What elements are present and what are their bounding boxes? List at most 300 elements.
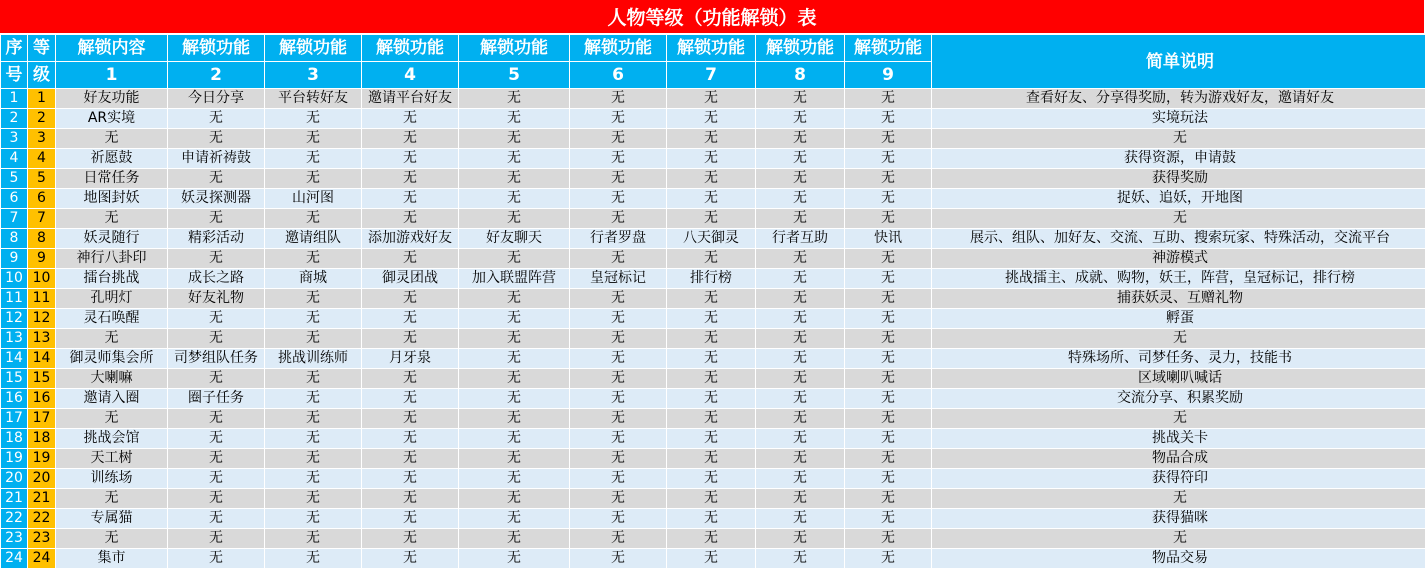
row-seq-cell: 6 bbox=[1, 189, 28, 209]
table-row bbox=[1, 109, 1425, 129]
row-seq-cell: 20 bbox=[1, 469, 28, 489]
table-row bbox=[1, 449, 1425, 469]
row-func-cell: 无 bbox=[459, 169, 570, 189]
row-func-cell: 无 bbox=[756, 129, 845, 149]
row-level-cell: 8 bbox=[28, 229, 56, 249]
row-func-cell: 无 bbox=[756, 509, 845, 529]
header-col-num: 5 bbox=[459, 62, 570, 89]
header-level-top: 等 bbox=[28, 35, 56, 62]
row-func-cell: 无 bbox=[362, 549, 459, 569]
row-content-cell: 地图封妖 bbox=[56, 189, 168, 209]
row-level-cell: 11 bbox=[28, 289, 56, 309]
row-description-cell: 物品合成 bbox=[932, 449, 1425, 469]
row-func-cell: 八天御灵 bbox=[667, 229, 756, 249]
row-func-cell: 无 bbox=[459, 89, 570, 109]
row-description-cell: 区域喇叭喊话 bbox=[932, 369, 1425, 389]
row-description-cell: 交流分享、积累奖励 bbox=[932, 389, 1425, 409]
row-func-cell: 无 bbox=[265, 389, 362, 409]
row-seq-cell: 11 bbox=[1, 289, 28, 309]
row-func-cell: 无 bbox=[667, 509, 756, 529]
row-func-cell: 无 bbox=[845, 329, 932, 349]
row-seq-cell: 2 bbox=[1, 109, 28, 129]
row-func-cell: 无 bbox=[845, 249, 932, 269]
row-func-cell: 无 bbox=[265, 309, 362, 329]
row-seq-cell: 3 bbox=[1, 129, 28, 149]
header-col-num: 6 bbox=[570, 62, 667, 89]
row-func-cell: 无 bbox=[168, 449, 265, 469]
row-func-cell: 无 bbox=[845, 269, 932, 289]
row-level-cell: 23 bbox=[28, 529, 56, 549]
row-func-cell: 无 bbox=[265, 509, 362, 529]
row-func-cell: 无 bbox=[756, 429, 845, 449]
row-level-cell: 20 bbox=[28, 469, 56, 489]
row-level-cell: 18 bbox=[28, 429, 56, 449]
table-row bbox=[1, 269, 1425, 289]
table-row bbox=[1, 309, 1425, 329]
row-func-cell: 无 bbox=[667, 369, 756, 389]
row-func-cell: 无 bbox=[845, 429, 932, 449]
row-level-cell: 6 bbox=[28, 189, 56, 209]
row-func-cell: 无 bbox=[756, 449, 845, 469]
table-row bbox=[1, 129, 1425, 149]
row-description-cell: 获得资源，申请鼓 bbox=[932, 149, 1425, 169]
row-func-cell: 无 bbox=[845, 309, 932, 329]
row-seq-cell: 8 bbox=[1, 229, 28, 249]
row-func-cell: 无 bbox=[667, 189, 756, 209]
row-func-cell: 无 bbox=[845, 189, 932, 209]
row-seq-cell: 23 bbox=[1, 529, 28, 549]
row-seq-cell: 18 bbox=[1, 429, 28, 449]
row-func-cell: 无 bbox=[362, 409, 459, 429]
row-content-cell: 御灵师集会所 bbox=[56, 349, 168, 369]
row-func-cell: 无 bbox=[570, 169, 667, 189]
row-func-cell: 无 bbox=[362, 309, 459, 329]
row-content-cell: 无 bbox=[56, 129, 168, 149]
row-func-cell: 无 bbox=[265, 449, 362, 469]
row-description-cell: 无 bbox=[932, 529, 1425, 549]
row-func-cell: 无 bbox=[756, 289, 845, 309]
row-content-cell: 无 bbox=[56, 409, 168, 429]
row-func-cell: 无 bbox=[845, 529, 932, 549]
row-func-cell: 无 bbox=[845, 509, 932, 529]
row-func-cell: 无 bbox=[265, 169, 362, 189]
row-func-cell: 无 bbox=[265, 369, 362, 389]
row-func-cell: 无 bbox=[845, 129, 932, 149]
row-description-cell: 捉妖、追妖，开地图 bbox=[932, 189, 1425, 209]
row-content-cell: 集市 bbox=[56, 549, 168, 569]
row-func-cell: 无 bbox=[845, 369, 932, 389]
row-func-cell: 无 bbox=[845, 549, 932, 569]
table-row bbox=[1, 229, 1425, 249]
row-seq-cell: 9 bbox=[1, 249, 28, 269]
row-func-cell: 无 bbox=[459, 389, 570, 409]
level-unlock-table bbox=[0, 34, 1425, 569]
row-content-cell: 无 bbox=[56, 209, 168, 229]
row-content-cell: 专属猫 bbox=[56, 509, 168, 529]
row-seq-cell: 24 bbox=[1, 549, 28, 569]
row-func-cell: 无 bbox=[362, 109, 459, 129]
row-func-cell: 无 bbox=[168, 469, 265, 489]
row-level-cell: 1 bbox=[28, 89, 56, 109]
row-level-cell: 5 bbox=[28, 169, 56, 189]
row-func-cell: 无 bbox=[756, 109, 845, 129]
row-func-cell: 无 bbox=[362, 129, 459, 149]
row-seq-cell: 12 bbox=[1, 309, 28, 329]
header-level-bottom: 级 bbox=[28, 62, 56, 89]
row-func-cell: 无 bbox=[265, 209, 362, 229]
row-func-cell: 无 bbox=[570, 329, 667, 349]
row-func-cell: 无 bbox=[168, 489, 265, 509]
row-level-cell: 10 bbox=[28, 269, 56, 289]
row-func-cell: 无 bbox=[845, 109, 932, 129]
row-description-cell: 挑战擂主、成就、购物，妖王，阵营，皇冠标记，排行榜 bbox=[932, 269, 1425, 289]
header-func-4: 解锁功能 bbox=[459, 35, 570, 62]
row-func-cell: 无 bbox=[756, 329, 845, 349]
row-content-cell: 灵石唤醒 bbox=[56, 309, 168, 329]
row-func-cell: 无 bbox=[459, 549, 570, 569]
row-description-cell: 无 bbox=[932, 129, 1425, 149]
row-func-cell: 无 bbox=[756, 209, 845, 229]
row-func-cell: 山河图 bbox=[265, 189, 362, 209]
row-func-cell: 无 bbox=[168, 249, 265, 269]
row-seq-cell: 22 bbox=[1, 509, 28, 529]
row-level-cell: 14 bbox=[28, 349, 56, 369]
row-func-cell: 无 bbox=[845, 289, 932, 309]
row-func-cell: 无 bbox=[667, 329, 756, 349]
row-func-cell: 无 bbox=[265, 289, 362, 309]
row-level-cell: 15 bbox=[28, 369, 56, 389]
row-func-cell: 无 bbox=[459, 409, 570, 429]
row-func-cell: 无 bbox=[570, 349, 667, 369]
row-func-cell: 无 bbox=[362, 389, 459, 409]
row-func-cell: 无 bbox=[459, 529, 570, 549]
row-func-cell: 无 bbox=[845, 409, 932, 429]
table-row bbox=[1, 489, 1425, 509]
row-func-cell: 无 bbox=[667, 209, 756, 229]
row-func-cell: 无 bbox=[459, 289, 570, 309]
row-func-cell: 无 bbox=[362, 249, 459, 269]
row-func-cell: 无 bbox=[362, 289, 459, 309]
table-row bbox=[1, 469, 1425, 489]
row-func-cell: 无 bbox=[667, 289, 756, 309]
row-content-cell: 祈愿鼓 bbox=[56, 149, 168, 169]
row-description-cell: 查看好友、分享得奖励，转为游戏好友，邀请好友 bbox=[932, 89, 1425, 109]
row-level-cell: 13 bbox=[28, 329, 56, 349]
row-func-cell: 无 bbox=[168, 209, 265, 229]
table-row bbox=[1, 369, 1425, 389]
row-func-cell: 无 bbox=[265, 109, 362, 129]
row-func-cell: 无 bbox=[570, 289, 667, 309]
row-func-cell: 司梦组队任务 bbox=[168, 349, 265, 369]
row-func-cell: 无 bbox=[570, 509, 667, 529]
row-func-cell: 无 bbox=[570, 449, 667, 469]
row-func-cell: 无 bbox=[265, 129, 362, 149]
row-func-cell: 邀请组队 bbox=[265, 229, 362, 249]
row-description-cell: 展示、组队、加好友、交流、互助、搜索玩家、特殊活动，交流平台 bbox=[932, 229, 1425, 249]
row-func-cell: 无 bbox=[756, 489, 845, 509]
row-func-cell: 无 bbox=[459, 249, 570, 269]
row-content-cell: AR实境 bbox=[56, 109, 168, 129]
row-func-cell: 无 bbox=[845, 349, 932, 369]
row-func-cell: 无 bbox=[265, 409, 362, 429]
row-func-cell: 今日分享 bbox=[168, 89, 265, 109]
row-func-cell: 无 bbox=[756, 469, 845, 489]
row-func-cell: 无 bbox=[570, 149, 667, 169]
row-func-cell: 无 bbox=[459, 149, 570, 169]
row-func-cell: 无 bbox=[845, 149, 932, 169]
row-seq-cell: 1 bbox=[1, 89, 28, 109]
row-func-cell: 无 bbox=[362, 369, 459, 389]
row-func-cell: 无 bbox=[756, 189, 845, 209]
row-func-cell: 无 bbox=[265, 329, 362, 349]
row-func-cell: 无 bbox=[362, 449, 459, 469]
row-func-cell: 平台转好友 bbox=[265, 89, 362, 109]
row-func-cell: 无 bbox=[756, 369, 845, 389]
row-content-cell: 邀请入圈 bbox=[56, 389, 168, 409]
row-description-cell: 孵蛋 bbox=[932, 309, 1425, 329]
row-func-cell: 无 bbox=[570, 409, 667, 429]
row-content-cell: 无 bbox=[56, 489, 168, 509]
row-func-cell: 无 bbox=[667, 149, 756, 169]
row-func-cell: 无 bbox=[459, 489, 570, 509]
row-func-cell: 无 bbox=[570, 549, 667, 569]
header-content: 解锁内容 bbox=[56, 35, 168, 62]
row-func-cell: 无 bbox=[667, 529, 756, 549]
table-row bbox=[1, 329, 1425, 349]
row-func-cell: 无 bbox=[667, 169, 756, 189]
row-func-cell: 无 bbox=[362, 469, 459, 489]
row-level-cell: 3 bbox=[28, 129, 56, 149]
table-row bbox=[1, 149, 1425, 169]
row-func-cell: 圈子任务 bbox=[168, 389, 265, 409]
table-title: 人物等级（功能解锁）表 bbox=[0, 0, 1424, 34]
row-level-cell: 19 bbox=[28, 449, 56, 469]
row-seq-cell: 16 bbox=[1, 389, 28, 409]
row-func-cell: 无 bbox=[845, 169, 932, 189]
row-func-cell: 无 bbox=[168, 409, 265, 429]
row-content-cell: 无 bbox=[56, 529, 168, 549]
row-func-cell: 无 bbox=[570, 109, 667, 129]
row-description-cell: 特殊场所、司梦任务、灵力，技能书 bbox=[932, 349, 1425, 369]
row-seq-cell: 5 bbox=[1, 169, 28, 189]
row-func-cell: 无 bbox=[362, 489, 459, 509]
row-func-cell: 无 bbox=[362, 149, 459, 169]
row-func-cell: 申请祈祷鼓 bbox=[168, 149, 265, 169]
row-func-cell: 无 bbox=[168, 549, 265, 569]
header-col-num: 2 bbox=[168, 62, 265, 89]
row-func-cell: 行者罗盘 bbox=[570, 229, 667, 249]
row-func-cell: 无 bbox=[756, 409, 845, 429]
row-func-cell: 无 bbox=[667, 409, 756, 429]
row-seq-cell: 14 bbox=[1, 349, 28, 369]
row-func-cell: 月牙泉 bbox=[362, 349, 459, 369]
row-func-cell: 无 bbox=[845, 469, 932, 489]
row-func-cell: 无 bbox=[756, 549, 845, 569]
row-func-cell: 无 bbox=[667, 249, 756, 269]
row-func-cell: 无 bbox=[756, 309, 845, 329]
row-func-cell: 无 bbox=[756, 269, 845, 289]
row-func-cell: 无 bbox=[362, 529, 459, 549]
row-func-cell: 无 bbox=[667, 389, 756, 409]
row-description-cell: 物品交易 bbox=[932, 549, 1425, 569]
row-func-cell: 无 bbox=[168, 109, 265, 129]
row-func-cell: 无 bbox=[459, 429, 570, 449]
row-func-cell: 无 bbox=[570, 249, 667, 269]
row-func-cell: 无 bbox=[570, 489, 667, 509]
row-func-cell: 无 bbox=[756, 89, 845, 109]
row-func-cell: 加入联盟阵营 bbox=[459, 269, 570, 289]
row-func-cell: 无 bbox=[459, 209, 570, 229]
row-func-cell: 无 bbox=[667, 109, 756, 129]
row-content-cell: 擂台挑战 bbox=[56, 269, 168, 289]
header-seq-bottom: 号 bbox=[1, 62, 28, 89]
row-func-cell: 无 bbox=[168, 169, 265, 189]
row-func-cell: 无 bbox=[168, 309, 265, 329]
row-level-cell: 12 bbox=[28, 309, 56, 329]
row-func-cell: 无 bbox=[570, 209, 667, 229]
row-func-cell: 无 bbox=[667, 449, 756, 469]
row-func-cell: 无 bbox=[459, 329, 570, 349]
row-description-cell: 获得符印 bbox=[932, 469, 1425, 489]
header-col-num: 3 bbox=[265, 62, 362, 89]
row-func-cell: 无 bbox=[667, 549, 756, 569]
row-func-cell: 排行榜 bbox=[667, 269, 756, 289]
row-func-cell: 无 bbox=[845, 449, 932, 469]
table-row bbox=[1, 249, 1425, 269]
row-content-cell: 妖灵随行 bbox=[56, 229, 168, 249]
row-func-cell: 无 bbox=[265, 429, 362, 449]
table-body bbox=[1, 89, 1425, 569]
row-func-cell: 邀请平台好友 bbox=[362, 89, 459, 109]
header-func-8: 解锁功能 bbox=[845, 35, 932, 62]
row-content-cell: 孔明灯 bbox=[56, 289, 168, 309]
row-func-cell: 挑战训练师 bbox=[265, 349, 362, 369]
table-row bbox=[1, 209, 1425, 229]
row-func-cell: 精彩活动 bbox=[168, 229, 265, 249]
row-func-cell: 无 bbox=[265, 549, 362, 569]
row-func-cell: 无 bbox=[667, 429, 756, 449]
row-func-cell: 无 bbox=[168, 369, 265, 389]
row-func-cell: 无 bbox=[845, 209, 932, 229]
row-func-cell: 无 bbox=[459, 349, 570, 369]
table-row bbox=[1, 89, 1425, 109]
row-seq-cell: 17 bbox=[1, 409, 28, 429]
row-func-cell: 快讯 bbox=[845, 229, 932, 249]
row-func-cell: 无 bbox=[265, 249, 362, 269]
header-col-num: 8 bbox=[756, 62, 845, 89]
row-content-cell: 无 bbox=[56, 329, 168, 349]
row-description-cell: 无 bbox=[932, 489, 1425, 509]
row-func-cell: 无 bbox=[168, 529, 265, 549]
row-func-cell: 商城 bbox=[265, 269, 362, 289]
row-func-cell: 无 bbox=[168, 509, 265, 529]
row-description-cell: 无 bbox=[932, 209, 1425, 229]
row-func-cell: 无 bbox=[845, 89, 932, 109]
row-func-cell: 无 bbox=[667, 129, 756, 149]
row-func-cell: 无 bbox=[265, 529, 362, 549]
row-level-cell: 9 bbox=[28, 249, 56, 269]
header-col-num: 9 bbox=[845, 62, 932, 89]
row-description-cell: 无 bbox=[932, 329, 1425, 349]
row-level-cell: 7 bbox=[28, 209, 56, 229]
row-func-cell: 无 bbox=[756, 349, 845, 369]
row-func-cell: 无 bbox=[570, 369, 667, 389]
row-func-cell: 无 bbox=[459, 469, 570, 489]
row-description-cell: 挑战关卡 bbox=[932, 429, 1425, 449]
row-func-cell: 无 bbox=[362, 209, 459, 229]
row-level-cell: 2 bbox=[28, 109, 56, 129]
row-func-cell: 无 bbox=[265, 489, 362, 509]
header-func-7: 解锁功能 bbox=[756, 35, 845, 62]
row-seq-cell: 21 bbox=[1, 489, 28, 509]
row-content-cell: 好友功能 bbox=[56, 89, 168, 109]
row-func-cell: 御灵团战 bbox=[362, 269, 459, 289]
row-func-cell: 无 bbox=[362, 329, 459, 349]
row-seq-cell: 15 bbox=[1, 369, 28, 389]
row-func-cell: 无 bbox=[756, 249, 845, 269]
row-content-cell: 神行八卦印 bbox=[56, 249, 168, 269]
row-func-cell: 无 bbox=[756, 149, 845, 169]
row-func-cell: 无 bbox=[570, 469, 667, 489]
row-func-cell: 好友聊天 bbox=[459, 229, 570, 249]
row-func-cell: 无 bbox=[667, 349, 756, 369]
row-func-cell: 无 bbox=[756, 529, 845, 549]
row-func-cell: 无 bbox=[667, 469, 756, 489]
row-level-cell: 22 bbox=[28, 509, 56, 529]
row-func-cell: 无 bbox=[265, 469, 362, 489]
row-func-cell: 无 bbox=[362, 509, 459, 529]
table-row bbox=[1, 549, 1425, 569]
header-description: 简单说明 bbox=[932, 35, 1425, 89]
table-row bbox=[1, 429, 1425, 449]
row-func-cell: 无 bbox=[459, 109, 570, 129]
row-func-cell: 无 bbox=[667, 489, 756, 509]
row-func-cell: 无 bbox=[570, 389, 667, 409]
row-func-cell: 无 bbox=[459, 449, 570, 469]
row-level-cell: 24 bbox=[28, 549, 56, 569]
row-seq-cell: 4 bbox=[1, 149, 28, 169]
table-row bbox=[1, 389, 1425, 409]
row-func-cell: 无 bbox=[265, 149, 362, 169]
header-col-num: 1 bbox=[56, 62, 168, 89]
table-row bbox=[1, 189, 1425, 209]
header-col-num: 4 bbox=[362, 62, 459, 89]
row-func-cell: 无 bbox=[845, 389, 932, 409]
row-seq-cell: 10 bbox=[1, 269, 28, 289]
row-func-cell: 无 bbox=[570, 189, 667, 209]
row-func-cell: 无 bbox=[756, 389, 845, 409]
row-content-cell: 大喇嘛 bbox=[56, 369, 168, 389]
row-level-cell: 16 bbox=[28, 389, 56, 409]
row-description-cell: 神游模式 bbox=[932, 249, 1425, 269]
row-description-cell: 捕获妖灵、互赠礼物 bbox=[932, 289, 1425, 309]
row-level-cell: 17 bbox=[28, 409, 56, 429]
row-content-cell: 训练场 bbox=[56, 469, 168, 489]
row-content-cell: 挑战会馆 bbox=[56, 429, 168, 449]
table-row bbox=[1, 169, 1425, 189]
row-func-cell: 无 bbox=[845, 489, 932, 509]
row-func-cell: 无 bbox=[362, 189, 459, 209]
row-func-cell: 无 bbox=[362, 169, 459, 189]
row-seq-cell: 19 bbox=[1, 449, 28, 469]
row-func-cell: 无 bbox=[168, 129, 265, 149]
row-func-cell: 皇冠标记 bbox=[570, 269, 667, 289]
table-row bbox=[1, 529, 1425, 549]
row-content-cell: 日常任务 bbox=[56, 169, 168, 189]
row-func-cell: 无 bbox=[570, 89, 667, 109]
row-content-cell: 天工树 bbox=[56, 449, 168, 469]
header-col-num: 7 bbox=[667, 62, 756, 89]
